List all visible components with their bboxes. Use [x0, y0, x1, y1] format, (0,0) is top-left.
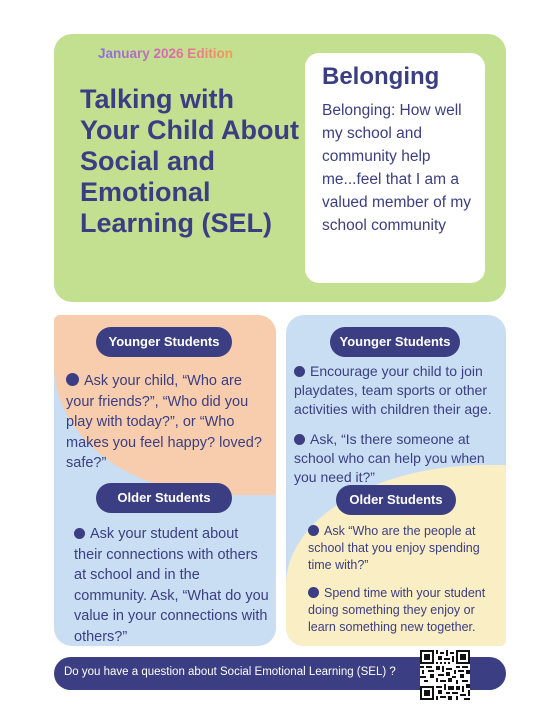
right-younger-tip-2	[294, 430, 502, 487]
younger-students-badge: Younger Students	[330, 327, 460, 357]
qr-code-icon[interactable]	[420, 650, 470, 700]
older-students-badge: Older Students	[96, 483, 232, 513]
belonging-definition: Belonging: How well my school and community help me...feel that I am a valued member of my school community	[322, 102, 472, 234]
left-younger-tip-text: Ask your child, “Who are your friends?”, “Who did you play with today?”, or “Who makes you feel happy? loved? safe?”	[66, 373, 262, 471]
left-younger-tip	[66, 371, 270, 474]
right-younger-tip-2-text: Ask, “Is there someone at school who can help you when you need it?”	[294, 431, 485, 485]
right-older-tip-2-text: Spend time with your student doing something they enjoy or learn something new together.	[308, 586, 486, 634]
edition-label: January 2026 Edition	[98, 46, 234, 61]
bullet-icon	[308, 525, 319, 536]
left-tips-card	[54, 315, 276, 646]
belonging-card	[305, 53, 485, 283]
header-panel	[54, 34, 506, 302]
footer-question: Do you have a question about Social Emotional Learning (SEL) ?	[64, 666, 396, 678]
right-younger-tip-1	[294, 362, 502, 419]
left-older-tip	[74, 524, 270, 646]
right-older-tip-1-text: Ask “Who are the people at school that you enjoy spending time with?”	[308, 524, 480, 572]
right-older-tip-1	[308, 523, 504, 574]
younger-students-badge: Younger Students	[96, 327, 232, 357]
bullet-icon	[294, 366, 305, 377]
bullet-icon	[308, 587, 319, 598]
bullet-icon	[74, 528, 85, 539]
belonging-heading: Belonging	[322, 63, 440, 90]
bullet-icon	[66, 373, 79, 386]
left-older-tip-text: Ask your student about their connections with others at school and in the community. Ask, “What do you value in your connections with others?”	[74, 526, 269, 645]
right-older-tip-2	[308, 585, 504, 636]
right-younger-tip-1-text: Encourage your child to join playdates, team sports or other activities with children their age.	[294, 363, 492, 417]
right-tips-card	[286, 315, 506, 646]
bullet-icon	[294, 434, 305, 445]
page-title: Talking with Your Child About Social and Emotional Learning (SEL)	[80, 84, 299, 238]
older-students-badge: Older Students	[336, 485, 456, 515]
